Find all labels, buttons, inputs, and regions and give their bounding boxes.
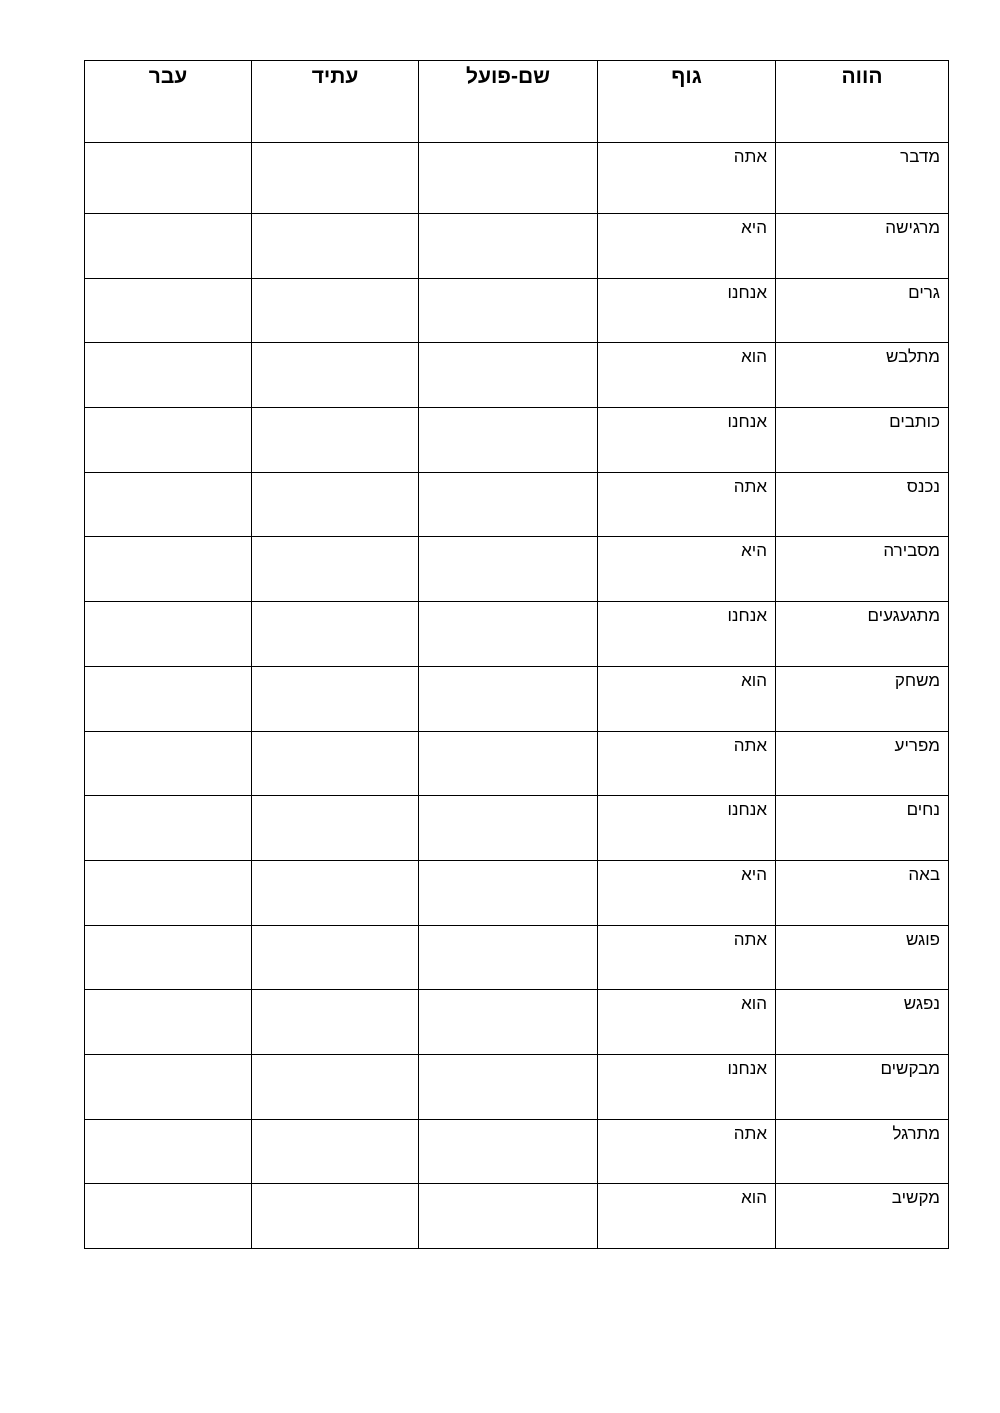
- table-row: [85, 860, 949, 925]
- person-cell: אנחנו: [598, 1054, 776, 1119]
- past-answer-cell[interactable]: [85, 472, 252, 537]
- header-person: גוף: [598, 61, 776, 143]
- infinitive-answer-cell[interactable]: [419, 925, 598, 990]
- future-answer-cell[interactable]: [252, 343, 419, 408]
- table-row: [85, 602, 949, 667]
- past-answer-cell[interactable]: [85, 666, 252, 731]
- present-verb-cell: מרגישה: [776, 214, 949, 279]
- present-verb-cell: מקשיב: [776, 1184, 949, 1249]
- present-verb-cell: נכנס: [776, 472, 949, 537]
- person-cell: אנחנו: [598, 408, 776, 473]
- past-answer-cell[interactable]: [85, 990, 252, 1055]
- infinitive-answer-cell[interactable]: [419, 408, 598, 473]
- future-answer-cell[interactable]: [252, 1054, 419, 1119]
- past-answer-cell[interactable]: [85, 537, 252, 602]
- infinitive-answer-cell[interactable]: [419, 731, 598, 796]
- future-answer-cell[interactable]: [252, 731, 419, 796]
- past-answer-cell[interactable]: [85, 1119, 252, 1184]
- person-cell: אתה: [598, 1119, 776, 1184]
- infinitive-answer-cell[interactable]: [419, 214, 598, 279]
- worksheet-container: [84, 60, 948, 1249]
- future-answer-cell[interactable]: [252, 796, 419, 861]
- past-answer-cell[interactable]: [85, 1184, 252, 1249]
- infinitive-answer-cell[interactable]: [419, 990, 598, 1055]
- infinitive-answer-cell[interactable]: [419, 1184, 598, 1249]
- table-row: [85, 214, 949, 279]
- table-row: [85, 1119, 949, 1184]
- future-answer-cell[interactable]: [252, 537, 419, 602]
- present-verb-cell: כותבים: [776, 408, 949, 473]
- infinitive-answer-cell[interactable]: [419, 537, 598, 602]
- table-row: [85, 990, 949, 1055]
- person-cell: אתה: [598, 925, 776, 990]
- future-answer-cell[interactable]: [252, 925, 419, 990]
- infinitive-answer-cell[interactable]: [419, 602, 598, 667]
- infinitive-answer-cell[interactable]: [419, 343, 598, 408]
- person-cell: הוא: [598, 1184, 776, 1249]
- table-body: [85, 143, 949, 1249]
- person-cell: היא: [598, 214, 776, 279]
- table-row: [85, 472, 949, 537]
- present-verb-cell: מפריע: [776, 731, 949, 796]
- future-answer-cell[interactable]: [252, 143, 419, 214]
- table-row: [85, 537, 949, 602]
- present-verb-cell: מסבירה: [776, 537, 949, 602]
- past-answer-cell[interactable]: [85, 796, 252, 861]
- infinitive-answer-cell[interactable]: [419, 1054, 598, 1119]
- person-cell: הוא: [598, 666, 776, 731]
- table-row: [85, 1054, 949, 1119]
- past-answer-cell[interactable]: [85, 860, 252, 925]
- future-answer-cell[interactable]: [252, 1184, 419, 1249]
- past-answer-cell[interactable]: [85, 731, 252, 796]
- past-answer-cell[interactable]: [85, 602, 252, 667]
- present-verb-cell: מדבר: [776, 143, 949, 214]
- present-verb-cell: פוגש: [776, 925, 949, 990]
- person-cell: אנחנו: [598, 796, 776, 861]
- present-verb-cell: גרים: [776, 278, 949, 343]
- present-verb-cell: מתרגל: [776, 1119, 949, 1184]
- infinitive-answer-cell[interactable]: [419, 278, 598, 343]
- person-cell: היא: [598, 860, 776, 925]
- future-answer-cell[interactable]: [252, 214, 419, 279]
- table-row: [85, 731, 949, 796]
- future-answer-cell[interactable]: [252, 860, 419, 925]
- table-row: [85, 343, 949, 408]
- header-present: הווה: [776, 61, 949, 143]
- present-verb-cell: באה: [776, 860, 949, 925]
- present-verb-cell: מתגעגעים: [776, 602, 949, 667]
- verb-conjugation-table: [84, 60, 949, 1249]
- header-infinitive: שם-פועל: [419, 61, 598, 143]
- table-row: [85, 666, 949, 731]
- past-answer-cell[interactable]: [85, 214, 252, 279]
- person-cell: הוא: [598, 343, 776, 408]
- infinitive-answer-cell[interactable]: [419, 796, 598, 861]
- person-cell: הוא: [598, 990, 776, 1055]
- infinitive-answer-cell[interactable]: [419, 472, 598, 537]
- person-cell: אתה: [598, 472, 776, 537]
- past-answer-cell[interactable]: [85, 408, 252, 473]
- table-row: [85, 408, 949, 473]
- future-answer-cell[interactable]: [252, 1119, 419, 1184]
- table-row: [85, 925, 949, 990]
- person-cell: אתה: [598, 143, 776, 214]
- present-verb-cell: נחים: [776, 796, 949, 861]
- infinitive-answer-cell[interactable]: [419, 1119, 598, 1184]
- future-answer-cell[interactable]: [252, 666, 419, 731]
- future-answer-cell[interactable]: [252, 602, 419, 667]
- present-verb-cell: מבקשים: [776, 1054, 949, 1119]
- person-cell: היא: [598, 537, 776, 602]
- past-answer-cell[interactable]: [85, 1054, 252, 1119]
- header-past: עבר: [85, 61, 252, 143]
- past-answer-cell[interactable]: [85, 343, 252, 408]
- past-answer-cell[interactable]: [85, 143, 252, 214]
- future-answer-cell[interactable]: [252, 408, 419, 473]
- future-answer-cell[interactable]: [252, 990, 419, 1055]
- infinitive-answer-cell[interactable]: [419, 666, 598, 731]
- present-verb-cell: משחק: [776, 666, 949, 731]
- person-cell: אתה: [598, 731, 776, 796]
- table-row: [85, 796, 949, 861]
- infinitive-answer-cell[interactable]: [419, 860, 598, 925]
- past-answer-cell[interactable]: [85, 925, 252, 990]
- present-verb-cell: נפגש: [776, 990, 949, 1055]
- table-row: [85, 143, 949, 214]
- future-answer-cell[interactable]: [252, 278, 419, 343]
- table-header-row: [85, 61, 949, 143]
- present-verb-cell: מתלבש: [776, 343, 949, 408]
- person-cell: אנחנו: [598, 602, 776, 667]
- person-cell: אנחנו: [598, 278, 776, 343]
- table-row: [85, 278, 949, 343]
- infinitive-answer-cell[interactable]: [419, 143, 598, 214]
- table-row: [85, 1184, 949, 1249]
- past-answer-cell[interactable]: [85, 278, 252, 343]
- future-answer-cell[interactable]: [252, 472, 419, 537]
- header-future: עתיד: [252, 61, 419, 143]
